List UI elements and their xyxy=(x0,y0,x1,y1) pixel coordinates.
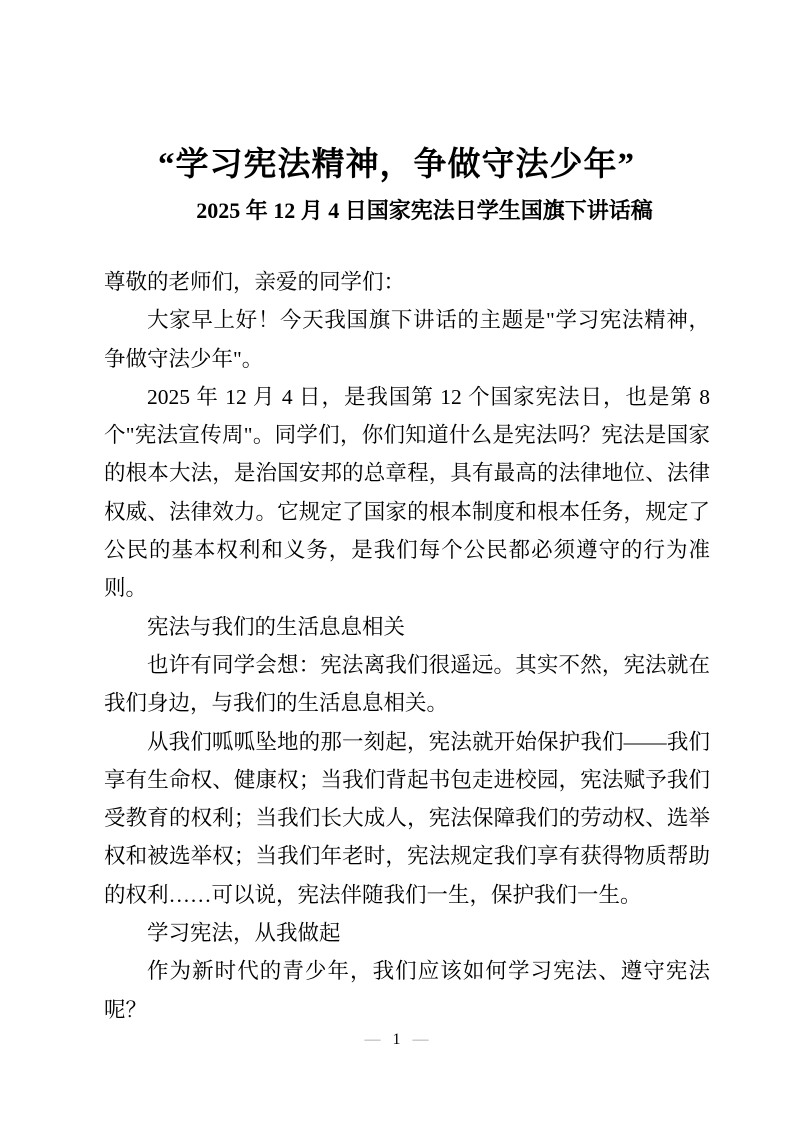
page-footer xyxy=(0,1031,793,1049)
document-title: “学习宪法精神，争做守法少年” xyxy=(158,147,635,183)
paragraph: 尊敬的老师们，亲爱的同学们： xyxy=(104,270,406,294)
paragraph: 学习宪法，从我做起 xyxy=(147,921,341,946)
paragraph: 作为新时代的青少年，我们应该如何学习宪法、遵守宪法呢？ xyxy=(104,959,710,1022)
document-subtitle: 2025 年 12 月 4 日国家宪法日学生国旗下讲话稿 xyxy=(196,198,653,223)
paragraph: 从我们呱呱坠地的那一刻起，宪法就开始保护我们——我们享有生命权、健康权；当我们背起书包走进校园，宪法赋予我们受教育的权利；当我们长大成人，宪法保障我们的劳动权、选举权和被选举权；当我们年老时，宪法规定我们享有获得物质帮助的权利……可以说，宪法伴随我们一生，保护我们一生。 xyxy=(104,729,710,907)
paragraph: 大家早上好！今天我国旗下讲话的主题是"学习宪法精神，争做守法少年"。 xyxy=(104,308,710,371)
paragraph: 也许有同学会想：宪法离我们很遥远。其实不然，宪法就在我们身边，与我们的生活息息相关。 xyxy=(104,652,710,716)
page-number-dash-right: — xyxy=(412,1031,429,1048)
paragraph: 宪法与我们的生活息息相关 xyxy=(147,614,406,639)
page-number: 1 xyxy=(392,1031,401,1048)
paragraph: 2025 年 12 月 4 日，是我国第 12 个国家宪法日，也是第 8 个"宪法宣传周"。同学们，你们知道什么是宪法吗？宪法是国家的根本大法，是治国安邦的总章程，具有最高的法律地位、法律权威、法律效力。它规定了国家的根本制度和根本任务，规定了公民的基本权利和义务，是我们每个公民都必须遵守的行为准则。 xyxy=(104,384,710,601)
document-body xyxy=(104,263,710,1029)
page-number-dash-left: — xyxy=(364,1031,381,1048)
